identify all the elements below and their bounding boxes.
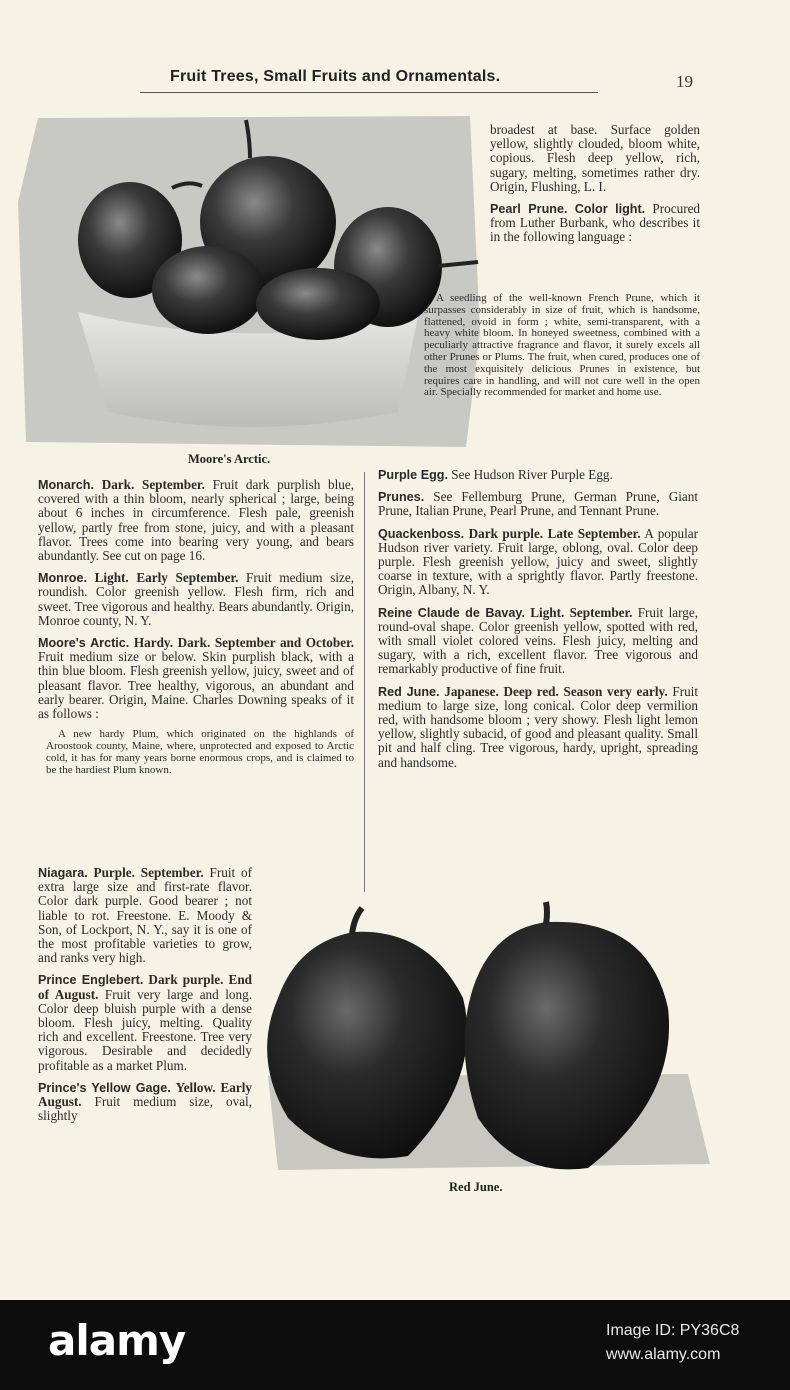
red-june-illustration	[258, 898, 716, 1176]
right-column-lower	[378, 468, 698, 778]
entry-monroe	[38, 571, 354, 628]
moores-arctic-quote: A new hardy Plum, which originated on the highlands of Aroostook county, Maine, where, unprotected and exposed to Arctic cold, it has for many years borne enormous crops, and is claimed to be the hardiest Plum known.	[46, 728, 354, 776]
entry-text: Fruit of extra large size and first-rate flavor. Color dark purple. Good bearer ; not liable to rot. Freestone. E. Moody & Son, of Lockport, N. Y., say it is one of the most profitable varieties to grow, and ranks very high.	[38, 865, 252, 966]
stem	[352, 908, 362, 934]
entry-text: Procured from Luther Burbank, who describes it in the following language :	[490, 201, 701, 245]
entry-text: Fruit medium size, oval, slightly	[38, 1094, 253, 1124]
plum-front-right	[256, 268, 380, 340]
column-rule	[364, 472, 365, 892]
entry-season: Dark purple. End of August.	[38, 972, 252, 1002]
entry-text: A popular Hudson river variety. Fruit large, oblong, oval. Color deep purple. Flesh greenish yellow, juicy and sweet, slightly coarse in texture, with a sprightly flavor. Partly freestone. Origin, Albany, N. Y.	[378, 525, 698, 598]
entry-season: Dark. September.	[101, 477, 205, 492]
brand-logo: alamy	[48, 1316, 186, 1365]
entry-prunes	[378, 490, 698, 518]
entry-quackenboss	[378, 527, 698, 598]
entry-reine-claude-de-bavay	[378, 606, 698, 677]
right-column-upper	[490, 123, 700, 253]
entry-purple-egg	[378, 468, 698, 482]
entry-monarch	[38, 478, 354, 563]
entry-text: Fruit dark purplish blue, covered with a thin bloom, nearly spherical ; large, being about 6 inches in circumference. Flesh pale, greenish yellow, partly free from stone, juicy, and with a pleasant flavor. Trees come into bearing very young, and bears abundantly. See cut on page 16.	[38, 477, 354, 564]
entry-text: See Fellemburg Prune, German Prune, Giant Prune, Italian Prune, Pearl Prune, and Tennant Prune.	[378, 489, 699, 519]
entry-name: Quackenboss.	[378, 526, 465, 541]
left-column-lower	[38, 866, 252, 1131]
entry-red-june	[378, 685, 698, 770]
header-rule	[140, 92, 598, 93]
entry-name: Red June.	[378, 684, 440, 699]
entry-text: Fruit medium size or below. Skin purplish black, with a thin blue bloom. Flesh greenish yellow, juicy, sweet and of pleasant flavor. Tree healthy, vigorous, an abundant and early bearer. Origin, Maine. Charles Downing speaks of it as follows :	[38, 649, 354, 722]
entry-niagara	[38, 866, 252, 965]
pearl-prune-quote-block	[416, 293, 700, 407]
entry-name: Moore's Arctic.	[38, 636, 130, 651]
entry-pearl-prune	[490, 202, 700, 245]
entry-name: Monarch.	[38, 478, 94, 492]
entry-season: Light. September.	[530, 604, 633, 620]
entry-text: Fruit large, round-oval shape. Color greenish yellow, spotted with red, with small violet colored veins. Flesh juicy, melting and sugary, with a rich, excellent flavor. Tree vigorous and remarkably productive of fine fruit.	[378, 604, 699, 677]
entry-name: Monroe.	[38, 571, 87, 586]
entry-text: Fruit medium to large size, long conical. Color deep vermilion red, with handsome bloom ; very showy. Flesh light lemon yellow, slightly subacid, of good and pleasant quality. Small pit and half cling. Tree vigorous, hardy, upright, spreading and handsome.	[378, 683, 699, 770]
entry-name: Prunes.	[378, 490, 425, 505]
entry-text: Fruit very large and long. Color deep bluish purple with a dense bloom. Flesh juicy, melting. Quality rich and excellent. Freestone. Tree very vigorous. Desirable and decidedly profitable as a market Plum.	[38, 986, 252, 1073]
left-column-upper	[38, 478, 354, 784]
entry-princes-yellow-gage	[38, 1081, 252, 1124]
entry-name: Purple Egg.	[378, 468, 448, 482]
pearl-prune-quote: A seedling of the well-known French Prune, which it surpasses considerably in size of fruit, which is handsome, flattened, ovoid in form ; white, semi-transparent, with a heavy white bloom. In honeyed sweetness, combined with a peculiarly attractive fragrance and flavor, it surely excels all other Prunes or Plums. The fruit, when cured, produces one of the most exquisitely delicious Prunes in existence, but requires care in handling, and will not cure well in the open air. Specially recommended for market and home use.	[424, 292, 700, 399]
image-id: Image ID: PY36C8	[606, 1322, 740, 1339]
continued-entry	[490, 123, 700, 194]
figure-caption-bottom: Red June.	[449, 1180, 503, 1194]
figure-caption-top: Moore's Arctic.	[188, 452, 271, 466]
entry-name: Prince's Yellow Gage.	[38, 1080, 171, 1095]
entry-season: Light. Early September.	[94, 570, 239, 586]
entry-name: Niagara.	[38, 866, 88, 880]
entry-prince-englebert	[38, 973, 252, 1072]
plum-bowl-illustration	[18, 112, 480, 447]
brand-url: www.alamy.com	[606, 1346, 721, 1363]
page-number: 19	[676, 72, 693, 91]
entry-name: Pearl Prune.	[490, 202, 568, 217]
entry-season: Japanese. Deep red. Season very early.	[444, 683, 668, 699]
entry-name: Prince Englebert.	[38, 973, 144, 988]
entry-moores-arctic	[38, 636, 354, 721]
entry-season: Purple. September.	[93, 865, 204, 880]
entry-text: broadest at base. Surface golden yellow, slightly clouded, bloom white, copious. Flesh deep yellow, rich, sugary, melting, sometimes rather dry. Origin, Flushing, L. I.	[490, 122, 700, 194]
running-head: Fruit Trees, Small Fruits and Ornamentals.	[170, 68, 501, 85]
entry-name: Reine Claude de Bavay.	[378, 605, 525, 620]
entry-text: Fruit medium size, roundish. Color greenish yellow. Flesh firm, rich and sweet. Tree vigorous and healthy. Bears abundantly. Origin, Monroe county, N. Y.	[38, 570, 355, 628]
entry-text: See Hudson River Purple Egg.	[451, 467, 613, 482]
entry-season: Dark purple. Late September.	[468, 525, 641, 541]
plum-front-left	[152, 246, 264, 334]
entry-season: Yellow. Early August.	[38, 1079, 252, 1110]
entry-season: Hardy. Dark. September and October.	[133, 635, 355, 651]
entry-season: Color light.	[574, 202, 646, 217]
stem	[546, 902, 547, 924]
